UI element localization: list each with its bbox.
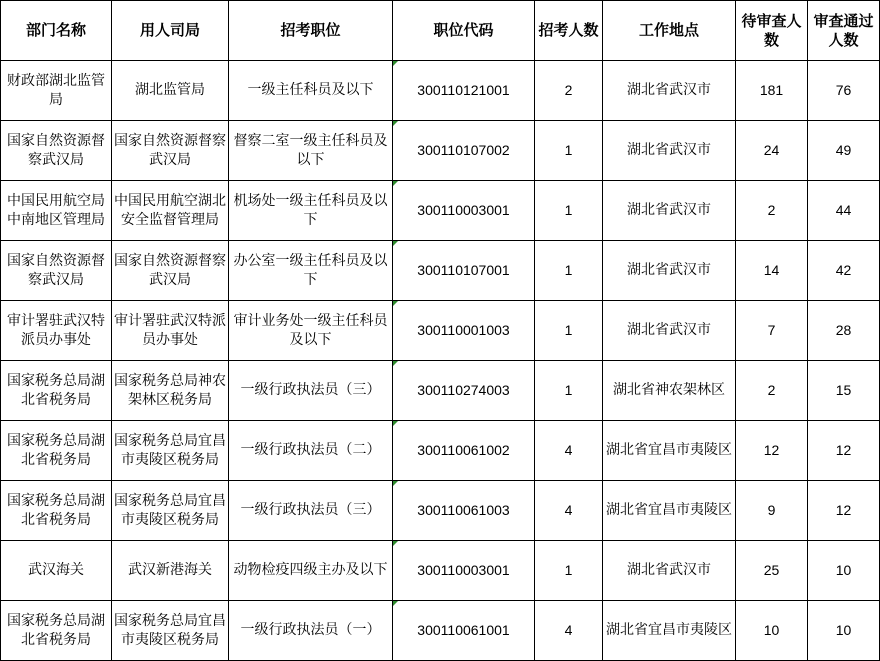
cell-quota: 1: [535, 301, 603, 361]
cell-dept: 国家自然资源督察武汉局: [1, 121, 112, 181]
cell-position: 一级行政执法员（二）: [229, 421, 393, 481]
cell-bureau: 审计署驻武汉特派员办事处: [112, 301, 229, 361]
cell-pending: 2: [736, 181, 808, 241]
cell-quota: 4: [535, 421, 603, 481]
table-row: [1, 301, 880, 361]
cell-pending: 25: [736, 541, 808, 601]
cell-location: 湖北省宜昌市夷陵区: [603, 601, 736, 661]
cell-code: 300110107001: [393, 241, 535, 301]
cell-quota: 1: [535, 181, 603, 241]
cell-passed: 44: [808, 181, 880, 241]
header-dept: 部门名称: [1, 1, 112, 61]
cell-passed: 10: [808, 601, 880, 661]
cell-pending: 181: [736, 61, 808, 121]
cell-passed: 42: [808, 241, 880, 301]
cell-quota: 1: [535, 361, 603, 421]
cell-location: 湖北省神农架林区: [603, 361, 736, 421]
table-row: [1, 361, 880, 421]
cell-pending: 12: [736, 421, 808, 481]
table-row: [1, 421, 880, 481]
cell-pending: 9: [736, 481, 808, 541]
cell-quota: 4: [535, 601, 603, 661]
cell-dept: 武汉海关: [1, 541, 112, 601]
table-row: [1, 541, 880, 601]
cell-dept: 国家税务总局湖北省税务局: [1, 601, 112, 661]
cell-pending: 7: [736, 301, 808, 361]
cell-bureau: 国家税务总局宜昌市夷陵区税务局: [112, 481, 229, 541]
cell-dept: 国家税务总局湖北省税务局: [1, 481, 112, 541]
cell-dept: 中国民用航空局中南地区管理局: [1, 181, 112, 241]
header-location: 工作地点: [603, 1, 736, 61]
cell-position: 审计业务处一级主任科员及以下: [229, 301, 393, 361]
table-row: [1, 181, 880, 241]
cell-code: 300110001003: [393, 301, 535, 361]
cell-location: 湖北省武汉市: [603, 181, 736, 241]
cell-location: 湖北省宜昌市夷陵区: [603, 421, 736, 481]
table-row: [1, 601, 880, 661]
cell-code: 300110121001: [393, 61, 535, 121]
cell-pending: 14: [736, 241, 808, 301]
cell-position: 办公室一级主任科员及以下: [229, 241, 393, 301]
cell-bureau: 国家税务总局宜昌市夷陵区税务局: [112, 421, 229, 481]
cell-passed: 28: [808, 301, 880, 361]
cell-quota: 1: [535, 121, 603, 181]
cell-passed: 12: [808, 481, 880, 541]
header-code: 职位代码: [393, 1, 535, 61]
header-quota: 招考人数: [535, 1, 603, 61]
cell-quota: 2: [535, 61, 603, 121]
cell-pending: 2: [736, 361, 808, 421]
cell-bureau: 中国民用航空湖北安全监督管理局: [112, 181, 229, 241]
header-passed: 审查通过人数: [808, 1, 880, 61]
cell-passed: 49: [808, 121, 880, 181]
cell-code: 300110061002: [393, 421, 535, 481]
cell-passed: 15: [808, 361, 880, 421]
cell-code: 300110061003: [393, 481, 535, 541]
cell-quota: 1: [535, 241, 603, 301]
cell-code: 300110107002: [393, 121, 535, 181]
cell-position: 一级行政执法员（一）: [229, 601, 393, 661]
cell-quota: 4: [535, 481, 603, 541]
table-row: [1, 61, 880, 121]
cell-bureau: 国家税务总局宜昌市夷陵区税务局: [112, 601, 229, 661]
header-row: [1, 1, 880, 61]
cell-dept: 财政部湖北监管局: [1, 61, 112, 121]
cell-location: 湖北省武汉市: [603, 121, 736, 181]
cell-position: 一级主任科员及以下: [229, 61, 393, 121]
cell-location: 湖北省武汉市: [603, 61, 736, 121]
table-row: [1, 121, 880, 181]
cell-position: 一级行政执法员（三）: [229, 481, 393, 541]
table-row: [1, 241, 880, 301]
cell-bureau: 国家税务总局神农架林区税务局: [112, 361, 229, 421]
cell-bureau: 国家自然资源督察武汉局: [112, 121, 229, 181]
cell-dept: 国家税务总局湖北省税务局: [1, 421, 112, 481]
cell-code: 300110061001: [393, 601, 535, 661]
cell-position: 督察二室一级主任科员及以下: [229, 121, 393, 181]
cell-pending: 10: [736, 601, 808, 661]
cell-position: 机场处一级主任科员及以下: [229, 181, 393, 241]
cell-dept: 国家自然资源督察武汉局: [1, 241, 112, 301]
cell-bureau: 国家自然资源督察武汉局: [112, 241, 229, 301]
cell-location: 湖北省武汉市: [603, 301, 736, 361]
cell-passed: 12: [808, 421, 880, 481]
cell-location: 湖北省武汉市: [603, 241, 736, 301]
header-position: 招考职位: [229, 1, 393, 61]
cell-code: 300110274003: [393, 361, 535, 421]
header-bureau: 用人司局: [112, 1, 229, 61]
cell-quota: 1: [535, 541, 603, 601]
table-row: [1, 481, 880, 541]
cell-location: 湖北省宜昌市夷陵区: [603, 481, 736, 541]
cell-location: 湖北省武汉市: [603, 541, 736, 601]
cell-code: 300110003001: [393, 181, 535, 241]
cell-position: 动物检疫四级主办及以下: [229, 541, 393, 601]
cell-passed: 76: [808, 61, 880, 121]
cell-dept: 审计署驻武汉特派员办事处: [1, 301, 112, 361]
cell-position: 一级行政执法员（三）: [229, 361, 393, 421]
header-pending: 待审查人数: [736, 1, 808, 61]
cell-pending: 24: [736, 121, 808, 181]
cell-bureau: 武汉新港海关: [112, 541, 229, 601]
cell-code: 300110003001: [393, 541, 535, 601]
cell-dept: 国家税务总局湖北省税务局: [1, 361, 112, 421]
cell-passed: 10: [808, 541, 880, 601]
cell-bureau: 湖北监管局: [112, 61, 229, 121]
